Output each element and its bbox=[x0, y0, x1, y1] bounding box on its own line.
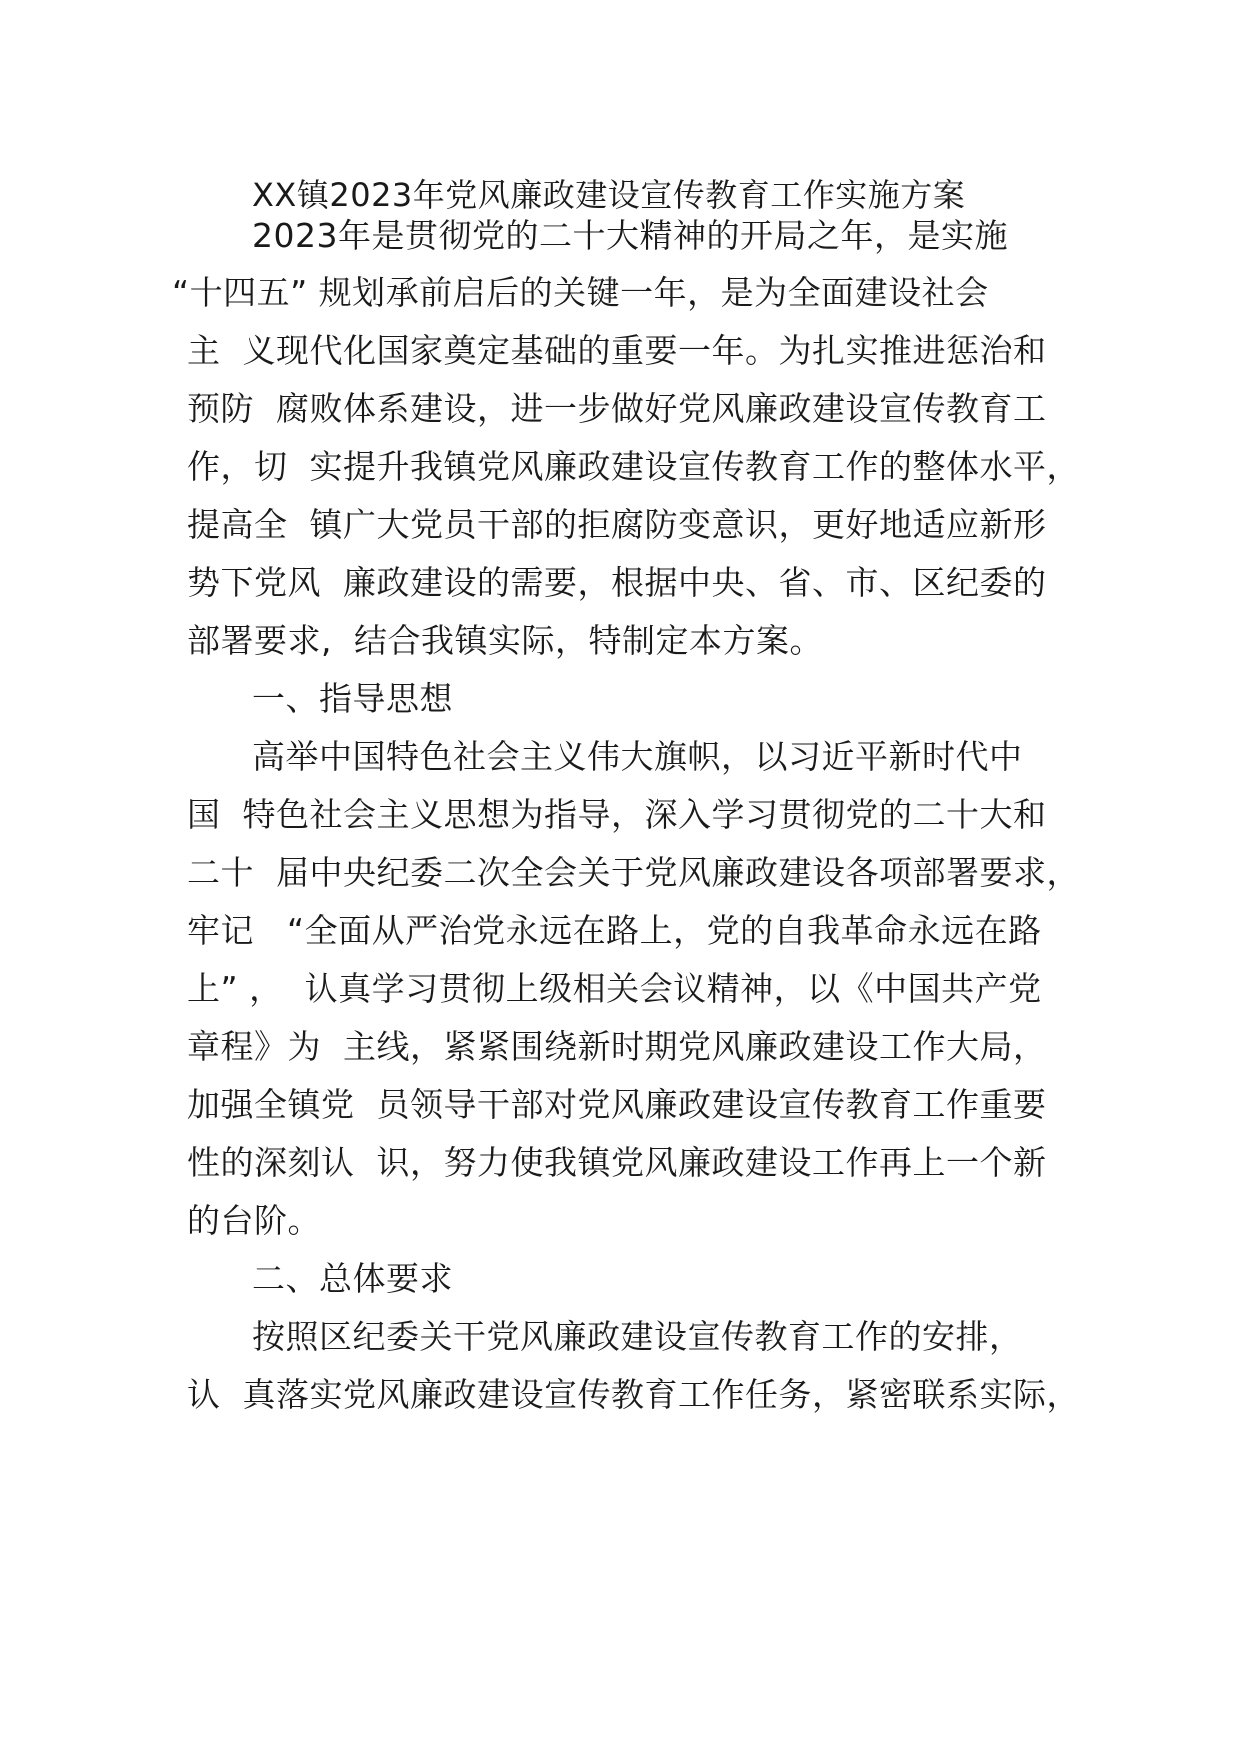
intro-line-8: 部署要求, 结合我镇实际，特制定本方案。 bbox=[187, 621, 823, 660]
intro-line-2: “十四五” 规划承前启后的关键一年，是为全面建设社会 bbox=[172, 273, 989, 312]
section1-line-5: 上” ， 认真学习贯彻上级相关会议精神，以《中国共产党 bbox=[187, 969, 1042, 1008]
section2-line-1: 按照区纪委关干党风廉政建设宣传教育工作的安排， bbox=[252, 1317, 1023, 1356]
section1-line-1: 高举中国特色社会主义伟大旗帜，以习近平新时代中 bbox=[252, 737, 1023, 776]
intro-line-4: 预防 腐败体系建设，进一步做好党风廉政建设宣传教育工 bbox=[187, 389, 1047, 428]
intro-line-6: 提高全 镇广大党员干部的拒腐防变意识，更好地适应新形 bbox=[187, 505, 1047, 544]
section-heading-2: 二、总体要求 bbox=[252, 1259, 453, 1298]
intro-line-1: 2023年是贯彻党的二十大精神的开局之年，是实施 bbox=[252, 216, 1008, 255]
section1-line-7: 加强全镇党 员领导干部对党风廉政建设宣传教育工作重要 bbox=[187, 1085, 1047, 1124]
section1-line-4: 牢记 “全面从严治党永远在路上，党的自我革命永远在路 bbox=[187, 911, 1042, 950]
section1-line-3: 二十 届中央纪委二次全会关于党风廉政建设各项部署要求， bbox=[187, 853, 1080, 892]
intro-line-3: 主 义现代化国家奠定基础的重要一年。为扎实推进惩治和 bbox=[187, 331, 1047, 370]
section1-line-6: 章程》为 主线，紧紧围绕新时期党风廉政建设工作大局， bbox=[187, 1027, 1047, 1066]
document-title: XX镇2023年党风廉政建设宣传教育工作实施方案 bbox=[252, 176, 966, 214]
intro-line-5: 作，切 实提升我镇党风廉政建设宣传教育工作的整体水平， bbox=[187, 447, 1080, 486]
section-heading-1: 一、指导思想 bbox=[252, 679, 453, 718]
section1-line-2: 国 特色社会主义思想为指导，深入学习贯彻党的二十大和 bbox=[187, 795, 1047, 834]
intro-line-7: 势下党风 廉政建设的需要，根据中央、省、市、区纪委的 bbox=[187, 563, 1047, 602]
section2-line-2: 认 真落实党风廉政建设宣传教育工作任务，紧密联系实际， bbox=[187, 1375, 1080, 1414]
section1-line-9: 的台阶。 bbox=[187, 1201, 321, 1240]
section1-line-8: 性的深刻认 识，努力使我镇党风廉政建设工作再上一个新 bbox=[187, 1143, 1047, 1182]
